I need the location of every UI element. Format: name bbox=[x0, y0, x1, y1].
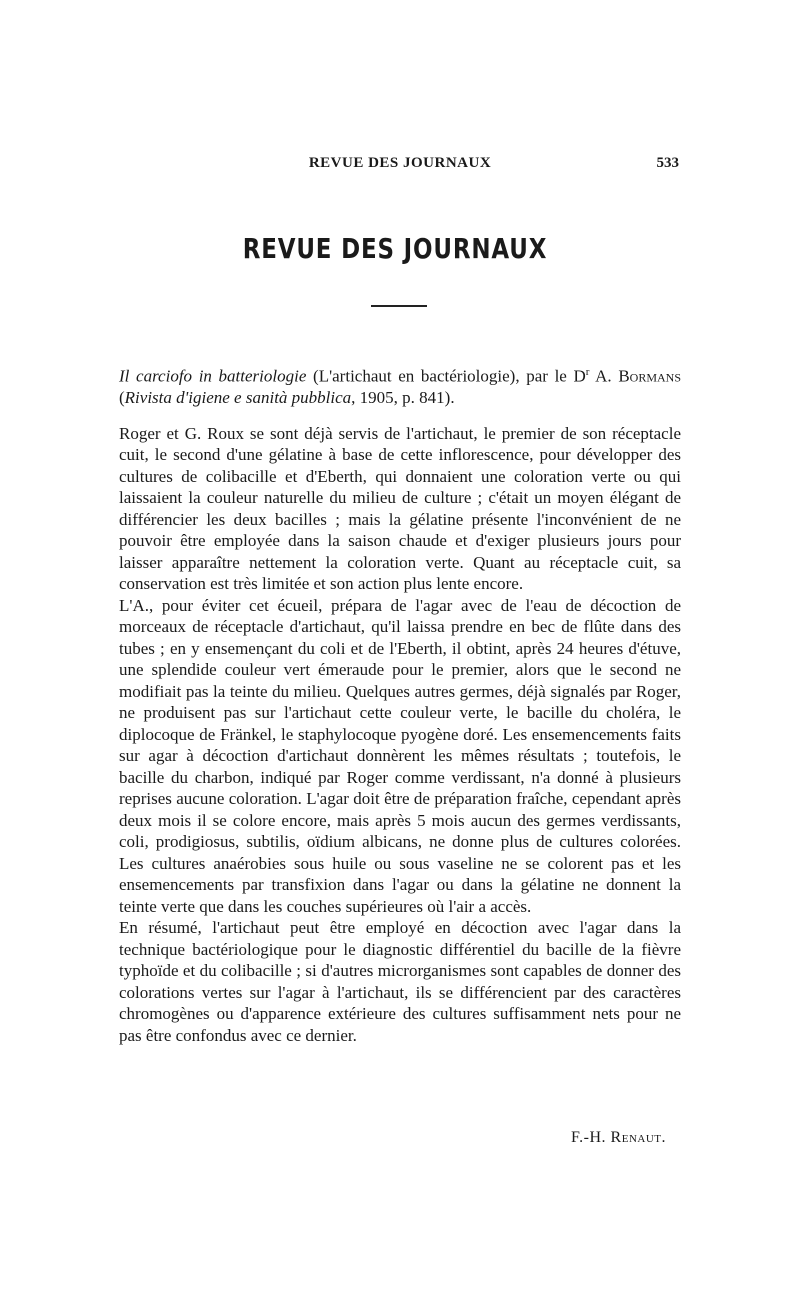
page-number: 533 bbox=[656, 155, 679, 171]
signature-initials: F.-H. bbox=[571, 1129, 611, 1146]
citation-author-name: Bormans bbox=[618, 366, 682, 386]
paragraph-2: L'A., pour éviter cet écueil, prépara de l'agar avec de l'eau de décoction de morceaux de réceptacle d'artichaut, qu'il laissa prendre en bec de flûte dans des tubes ; en y ensemençant du coli et de l'Eberth, il obtint, après 24 heures d'étuve, une splendide couleur vert émeraude pour le premier, alors que le second ne modifiait pas la teinte du milieu. Quelques autres germes, déjà signalés par Roger, ne produisent pas sur l'artichaut cette couleur verte, le bacille du choléra, le diplocoque de Fränkel, le staphylocoque pyogène doré. Les ensemencements faits sur agar à décoction d'artichaut donnèrent les mêmes résultats ; toutefois, le bacille du charbon, indiqué par Roger comme verdissant, n'a donné à plusieurs reprises aucune coloration. L'agar doit être de préparation fraîche, cependant après deux mois il se colore encore, mais après 5 mois aucun des germes verdissants, coli, prodigiosus, subtilis, oïdium albicans, ne donne plus de cultures colorées. Les cultures anaérobies sous huile ou sous vaseline ne se colorent pas et les ensemencements par transfixion dans l'agar ou dans la gélatine ne donnent la teinte verte que dans les couches supérieures où l'air a accès. bbox=[119, 595, 681, 916]
article-citation bbox=[119, 362, 681, 409]
paragraph-1: Roger et G. Roux se sont déjà servis de l'artichaut, le premier de son réceptacle cuit, le second d'une gélatine à base de cette inflorescence, pour développer des cultures de colibacille et d'Eberth, qui donnaient une coloration verte ou qui laissaient la couleur naturelle du milieu de culture ; c'était un moyen élégant de différencier les deux bacilles ; mais la gélatine présente l'inconvénient de ne pouvoir être employée dans la saison chaude et d'exiger plusieurs jours pour laisser apparaître nettement la coloration verte. Quant au réceptacle cuit, sa conservation est très limitée et son action plus lente encore. bbox=[119, 423, 681, 594]
citation-journal-title: Rivista d'igiene e sanità pubblica bbox=[124, 388, 352, 408]
author-signature bbox=[571, 1129, 666, 1147]
running-head bbox=[0, 155, 800, 179]
citation-translation: (L'artichaut en bactériologie), par le bbox=[306, 366, 574, 386]
citation-journal-ref: , 1905, p. 841). bbox=[351, 388, 455, 408]
running-head-title: REVUE DES JOURNAUX bbox=[308, 155, 492, 171]
citation-author-prefix-sup: r bbox=[585, 366, 590, 378]
citation-work-title: Il carciofo in batteriologie bbox=[119, 366, 307, 386]
paragraph-3: En résumé, l'artichaut peut être employé en décoction avec l'agar dans la technique bactériologique pour le diagnostic différentiel du bacille de la fièvre typhoïde et du colibacille ; si d'autres microrganismes sont capables de donner des colorations vertes sur l'agar à l'artichaut, ils se différencient par des caractères chromogènes ou d'apparence extérieure des cultures suffisamment nets pour ne pas être confondus avec ce dernier. bbox=[119, 918, 681, 1045]
article bbox=[119, 362, 681, 1046]
citation-author-initial: A. bbox=[589, 366, 619, 386]
signature-surname: Renaut. bbox=[610, 1129, 666, 1146]
section-title: REVUE DES JOURNAUX bbox=[242, 232, 548, 265]
citation-author-prefix: D bbox=[573, 366, 586, 386]
citation-journal-open: ( bbox=[119, 388, 125, 408]
title-divider bbox=[371, 305, 427, 307]
